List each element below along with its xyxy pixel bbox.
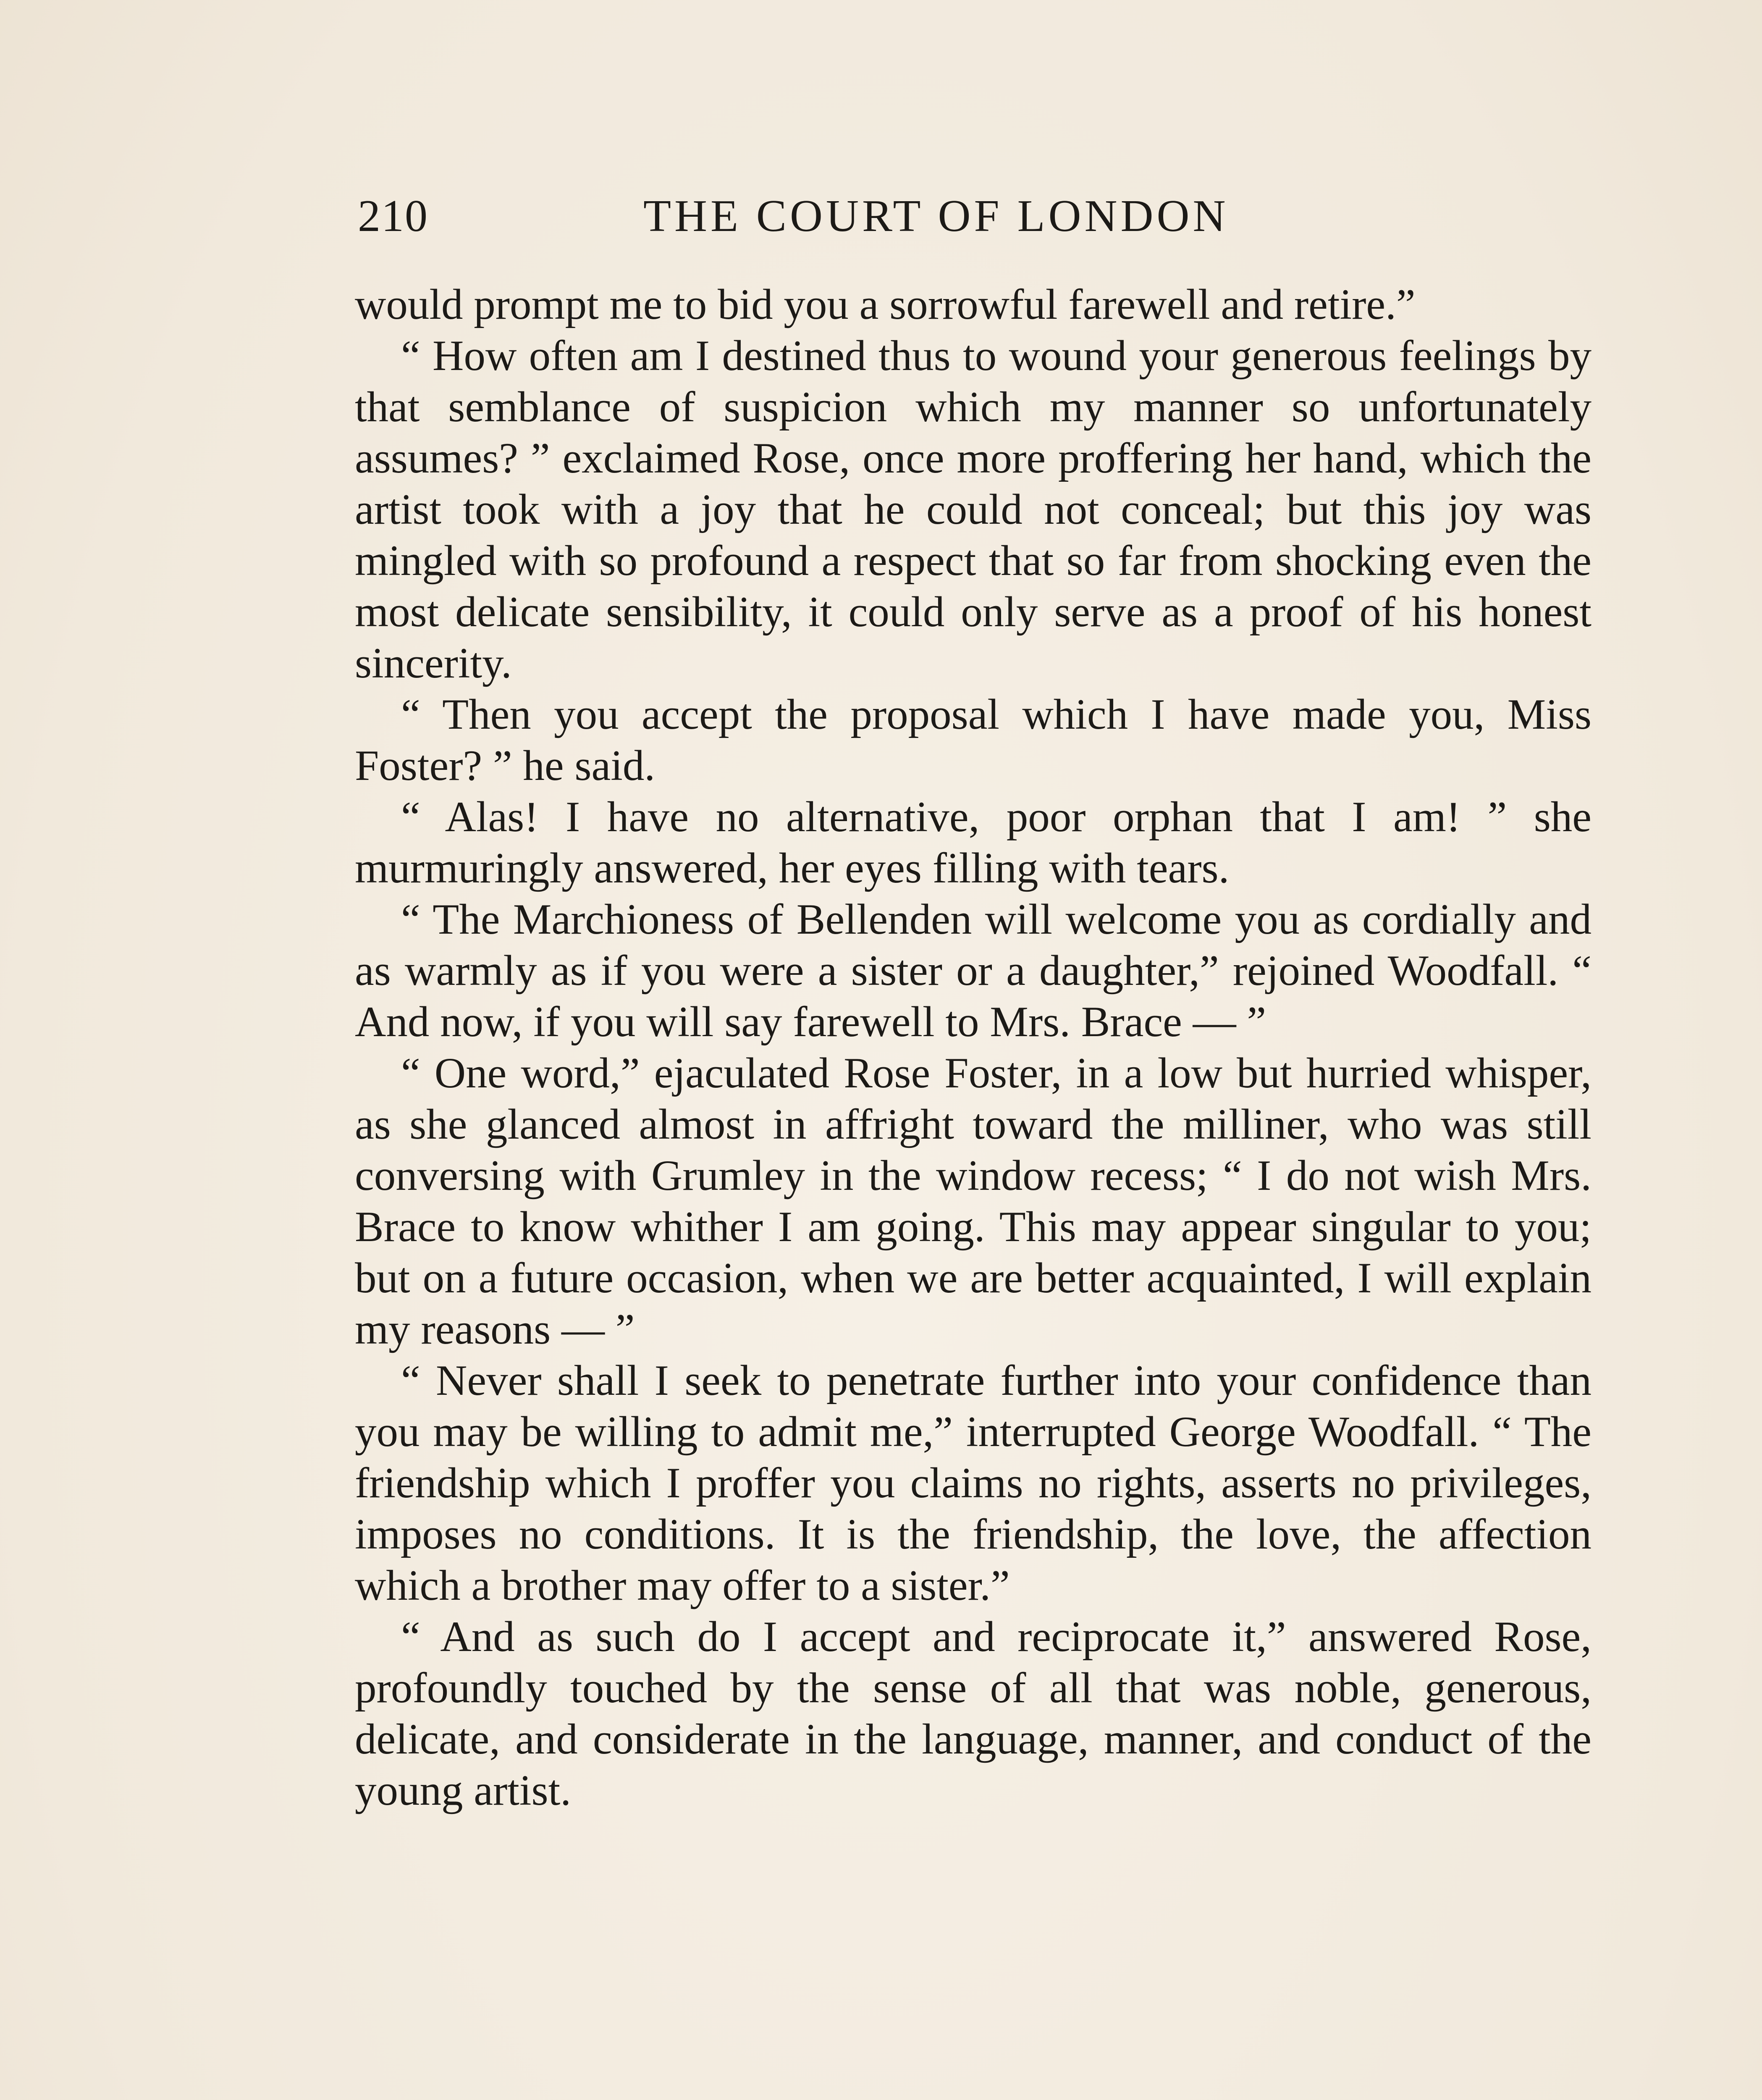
page-header xyxy=(358,185,1592,248)
paragraph: “ How often am I destined thus to wound your generous feelings by that semblance of suspicion which my manner so unfortunately assumes? ” exclaimed Rose, once more proffering her hand, which the artist took with a joy that he could not conceal; but this joy was mingled with so profound a respect that so far from shocking even the most delicate sensibility, it could only serve as a proof of his honest sincerity. xyxy=(355,332,1592,687)
paragraph: “ Alas! I have no alternative, poor orphan that I am! ” she murmuringly answered, her eyes filling with tears. xyxy=(355,793,1592,892)
paragraph: “ Never shall I seek to penetrate further into your confidence than you may be willing to admit me,” interrupted George Woodfall. “ The friendship which I proffer you claims no rights, asserts no privileges, imposes no conditions. It is the friendship, the love, the affection which a brother may offer to a sister.” xyxy=(355,1357,1592,1609)
running-title: THE COURT OF LONDON xyxy=(643,191,1229,241)
body-text xyxy=(355,279,1592,1816)
paragraph: “ The Marchioness of Bellenden will welcome you as cordially and as warmly as if you were a sister or a daughter,” rejoined Woodfall. “ And now, if you will say farewell to Mrs. Brace — ” xyxy=(355,895,1592,1046)
paragraph: would prompt me to bid you a sorrowful farewell and retire.” xyxy=(355,281,1416,328)
paragraph: “ Then you accept the proposal which I have made you, Miss Foster? ” he said. xyxy=(355,690,1592,790)
paragraph: “ And as such do I accept and reciprocate it,” answered Rose, profoundly touched by the sense of all that was noble, generous, delicate, and considerate in the language, manner, and conduct of the young artist. xyxy=(355,1613,1592,1814)
page-number: 210 xyxy=(358,191,428,241)
paragraph: “ One word,” ejaculated Rose Foster, in a low but hurried whisper, as she glanced almost in affright toward the milliner, who was still conversing with Grumley in the window recess; “ I do not wish Mrs. Brace to know whither I am going. This may appear singular to you; but on a future occasion, when we are better acquainted, I will explain my reasons — ” xyxy=(355,1049,1592,1353)
